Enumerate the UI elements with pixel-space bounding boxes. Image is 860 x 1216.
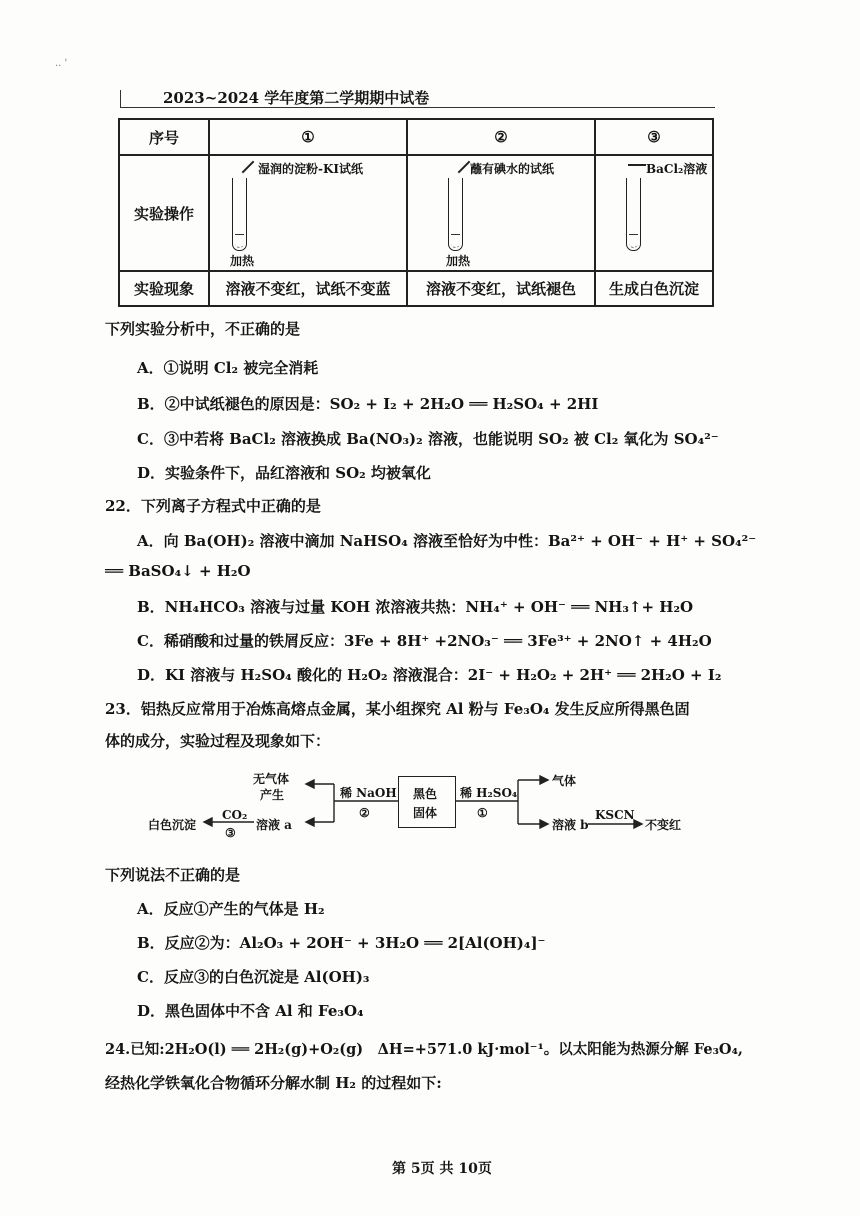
operation-cell-3 [595, 155, 713, 271]
table-row-operation [119, 155, 713, 271]
label-step-2: ② [359, 806, 370, 820]
row-label-observation: 实验现象 [119, 271, 209, 306]
q21-option-b: B．②中试纸褪色的原因是：SO₂ + I₂ + 2H₂O ══ H₂SO₄ + 2HI [137, 395, 599, 413]
heat-label-1: 加热 [230, 254, 255, 268]
op-label-3: BaCl₂溶液 [646, 162, 708, 176]
q24-line1: 24.已知:2H₂O(l) ══ 2H₂(g)+O₂(g) ΔH=+571.0 kJ·mol⁻¹。以太阳能为热源分解 Fe₃O₄, [105, 1041, 743, 1058]
label-gas: 气体 [552, 774, 577, 788]
q22-stem: 22．下列离子方程式中正确的是 [105, 497, 321, 515]
op-label-1: 湿润的淀粉-KI试纸 [258, 162, 364, 176]
q23-option-a: A．反应①产生的气体是 H₂ [137, 900, 325, 918]
heat-label-2: 加热 [446, 254, 471, 268]
label-h2so4: 稀 H₂SO₄ [460, 786, 518, 800]
op-label-2: 蘸有碘水的试纸 [470, 162, 555, 176]
test-tube-icon [232, 178, 247, 251]
q23-stem-line2: 体的成分，实验过程及现象如下： [105, 732, 331, 750]
test-tube-icon [626, 178, 641, 251]
q22-option-d: D．KI 溶液与 H₂SO₄ 酸化的 H₂O₂ 溶液混合：2I⁻ + H₂O₂ + 2H⁺ ══ 2H₂O + I₂ [137, 666, 722, 684]
q23-option-b: B．反应②为：Al₂O₃ + 2OH⁻ + 3H₂O ══ 2[Al(OH)₄]⁻ [137, 934, 546, 952]
q23-option-c: C．反应③的白色沉淀是 Al(OH)₃ [137, 968, 370, 986]
col-num-3: ③ [595, 119, 713, 155]
test-paper-icon [458, 161, 471, 174]
col-header-index: 序号 [119, 119, 209, 155]
table-row-observation [119, 271, 713, 306]
label-naoh: 稀 NaOH [340, 786, 397, 800]
header-rule [120, 107, 715, 108]
label-step-3: ③ [225, 826, 236, 840]
label-no-red: 不变红 [645, 818, 682, 832]
label-kscn: KSCN [595, 808, 635, 822]
label-no-gas: 无气体 [253, 772, 290, 786]
col-num-1: ① [209, 119, 407, 155]
label-step-1: ① [477, 806, 488, 820]
box-label-line2: 固体 [413, 806, 438, 820]
q21-stem: 下列实验分析中，不正确的是 [105, 320, 301, 338]
q21-option-a: A．①说明 Cl₂ 被完全消耗 [137, 359, 319, 377]
operation-cell-2 [407, 155, 595, 271]
q22-option-a: A．向 Ba(OH)₂ 溶液中滴加 NaHSO₄ 溶液至恰好为中性：Ba²⁺ + OH⁻ + H⁺ + SO₄²⁻ [137, 532, 757, 550]
label-white-ppt: 白色沉淀 [148, 818, 197, 832]
experiment-table [118, 118, 714, 307]
q23-stem-line1: 23．铝热反应常用于冶炼高熔点金属，某小组探究 Al 粉与 Fe₃O₄ 发生反应所得黑色固 [105, 700, 690, 718]
label-solution-b: 溶液 b [552, 818, 589, 832]
col-num-2: ② [407, 119, 595, 155]
label-produced: 产生 [260, 788, 285, 802]
flow-diagram [140, 770, 700, 845]
test-tube-icon [448, 178, 463, 251]
header-tick [120, 90, 121, 107]
q21-option-c: C．③中若将 BaCl₂ 溶液换成 Ba(NO₃)₂ 溶液，也能说明 SO₂ 被 Cl₂ 氧化为 SO₄²⁻ [137, 430, 719, 448]
observation-2: 溶液不变红，试纸褪色 [407, 271, 595, 306]
q21-option-d: D．实验条件下，品红溶液和 SO₂ 均被氧化 [137, 464, 431, 482]
q23-option-d: D．黑色固体中不含 Al 和 Fe₃O₄ [137, 1002, 364, 1020]
dropper-icon [628, 164, 646, 166]
box-label-line1: 黑色 [413, 787, 438, 801]
q22-option-c: C．稀硝酸和过量的铁屑反应：3Fe + 8H⁺ +2NO₃⁻ ══ 3Fe³⁺ + 2NO↑ + 4H₂O [137, 632, 712, 650]
q23-sub-stem: 下列说法不正确的是 [105, 866, 241, 884]
test-paper-icon [242, 161, 255, 174]
corner-mark: .. ' [55, 58, 68, 69]
q24-line2: 经热化学铁氧化合物循环分解水制 H₂ 的过程如下: [105, 1074, 442, 1092]
operation-cell-1 [209, 155, 407, 271]
observation-3: 生成白色沉淀 [595, 271, 713, 306]
page-footer: 第 5页 共 10页 [392, 1161, 492, 1177]
label-solution-a: 溶液 a [256, 818, 292, 832]
row-label-operation: 实验操作 [119, 155, 209, 271]
observation-1: 溶液不变红，试纸不变蓝 [209, 271, 407, 306]
table-header-row [119, 119, 713, 155]
black-solid-box [398, 776, 456, 828]
label-co2: CO₂ [222, 808, 248, 822]
page-header-title: 2023~2024 学年度第二学期期中试卷 [163, 89, 430, 107]
q22-option-a-cont: ══ BaSO₄↓ + H₂O [105, 562, 251, 580]
q22-option-b: B．NH₄HCO₃ 溶液与过量 KOH 浓溶液共热：NH₄⁺ + OH⁻ ══ NH₃↑+ H₂O [137, 598, 694, 616]
